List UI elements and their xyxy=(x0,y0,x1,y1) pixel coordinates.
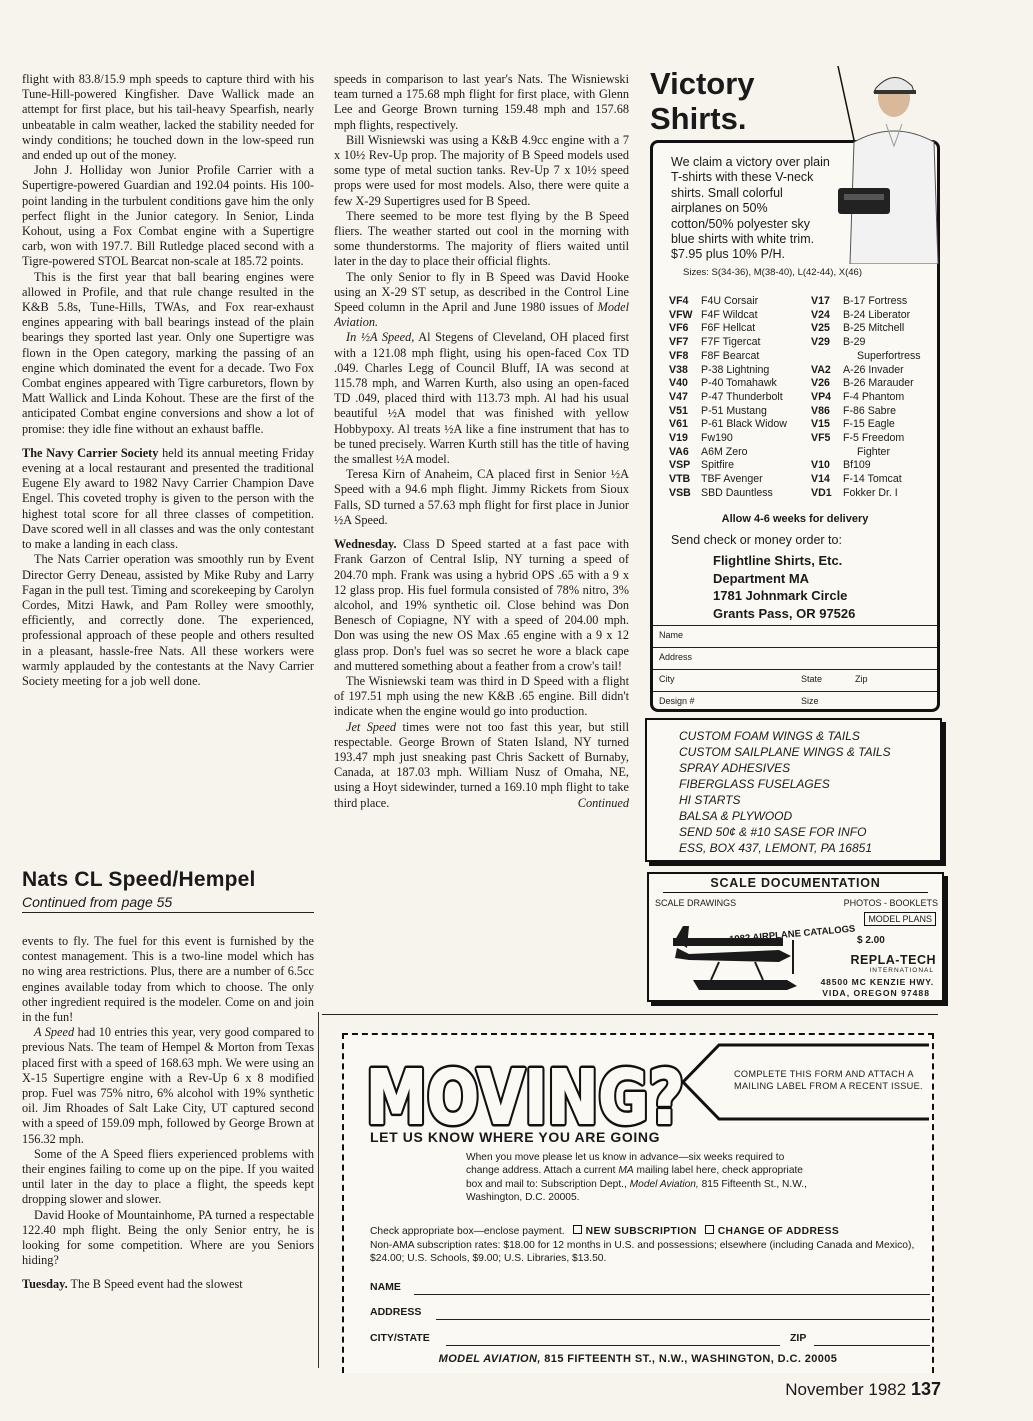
plane-code: VA2 xyxy=(811,363,831,376)
form-label: Design # xyxy=(659,696,695,706)
ad-line: SEND 50¢ & #10 SASE FOR INFO xyxy=(679,825,867,839)
desc-text: When you move please let us know in advance—six weeks required to change address. Attach a current xyxy=(466,1152,785,1177)
plane-code: VF5 xyxy=(811,432,831,445)
ad-line: CUSTOM FOAM WINGS & TAILS xyxy=(679,729,860,743)
address-line: Flightline Shirts, Etc. xyxy=(713,553,843,568)
plane-name: F8F Bearcat xyxy=(701,349,760,362)
paragraph: There seemed to be more test flying by the B Speed fliers. The weather started out cool in the morning with some thunderstorms. The majority of fliers waited until later in the day to place their official flights. xyxy=(334,208,629,269)
paragraph: speeds in comparison to last year's Nats. The Wisniewski team turned a 175.68 mph flight for first place, with Glenn Lee and George Brown turning 159.48 mph and 157.68 mph flights, respectively. xyxy=(334,72,629,132)
plane-code: VF4 xyxy=(669,295,689,307)
moving-headline xyxy=(364,1057,689,1133)
plane-name: Fw190 xyxy=(701,432,733,445)
ad-delivery-note: Allow 4-6 weeks for delivery xyxy=(721,513,869,525)
form-label: Name xyxy=(659,630,684,640)
desc-text: 815 Fifteenth St., N.W., Washington, D.C. 20005. xyxy=(466,1178,807,1203)
plane-code: V24 xyxy=(811,308,830,321)
plane-name: F-86 Sabre xyxy=(843,404,896,417)
plane-code: VF8 xyxy=(669,349,689,362)
ad-mailing-address xyxy=(713,552,855,622)
article-column-2 xyxy=(334,72,629,1007)
run-in-head: A Speed xyxy=(34,1025,75,1040)
form-label: State xyxy=(801,674,823,684)
form-label: City xyxy=(659,674,675,684)
plane-code: V15 xyxy=(811,418,830,431)
paragraph: This is the first year that ball bearing engines were allowed in Profile, and that rule change resulted in the K&B 5.8s, Tune-Hills, TWAs, and Fox rear-exhaust engines appearing with ball bearings instead of the plain bearings they sported last year. Only one Supertigre was flown in the Open category, marking the passing of an engine which dominated the event for a decade. Two Fox Combat engines appeared with Tigre carburetors, flown by Matt Wallick and Linda Kohout. These are the first of the anticipated Combat engine conversions and show a lot of promise: they idle fine without an exhaust baffle. xyxy=(22,269,314,436)
plane-name: Bf109 xyxy=(843,459,871,472)
plane-code: VF6 xyxy=(669,322,689,335)
page-footer xyxy=(785,1379,941,1400)
foam-wings-ad xyxy=(645,718,942,862)
paragraph xyxy=(334,537,629,674)
paragraph xyxy=(334,330,629,467)
plane-list-item xyxy=(669,309,809,323)
form-row-city[interactable] xyxy=(653,669,937,691)
plane-name: P-38 Lightning xyxy=(701,363,770,376)
plane-list-item xyxy=(811,418,951,432)
ad-line: BALSA & PLYWOOD xyxy=(679,809,793,823)
field-label: ZIP xyxy=(790,1332,807,1344)
form-label: Zip xyxy=(855,674,868,684)
plane-list-item xyxy=(669,377,809,391)
address-field[interactable] xyxy=(370,1306,930,1320)
plane-name: P-47 Thunderbolt xyxy=(701,390,783,403)
run-in-head: In ½A Speed, xyxy=(346,330,415,345)
plane-list-item xyxy=(811,336,951,350)
paragraph-text: Class D Speed started at a fast pace with Frank Garzon of Central Islip, NY turning a speed of 204.70 mph. Frank was using a hybrid OPS .65 with a 9 x 12 glass prop. His fuel formula consisted of 78% nitro, 3% alcohol, and 19% synthetic oil. Close behind was Don Benesch of Copiagne, NY with a speed of 204.00 mph. Don was using the new OS Max .65 engine with a 9 x 12 glass prop. Don's fuel was so secret he wore a black cape and muttered something about a feather from a crow's tail! xyxy=(334,537,629,673)
order-form xyxy=(653,625,937,713)
ad-line: CUSTOM SAILPLANE WINGS & TAILS xyxy=(679,745,891,759)
plane-list-item xyxy=(811,432,951,446)
plane-name: P-40 Tomahawk xyxy=(701,377,777,390)
plane-name: F-5 Freedom xyxy=(843,432,905,445)
plane-list-item xyxy=(811,295,951,309)
ad-item: SCALE DRAWINGS xyxy=(655,898,737,908)
run-in-head: The Navy Carrier Society xyxy=(22,445,159,460)
plane-name: TBF Avenger xyxy=(701,473,763,486)
ad-title xyxy=(650,66,800,136)
desc-text: mailing label here, check appropriate box and mail to: Subscription Dept., xyxy=(466,1165,803,1190)
plane-name: Fokker Dr. I xyxy=(843,486,898,499)
coupon-frame xyxy=(342,1033,934,1373)
paragraph: The Nats Carrier operation was smoothly run by Event Director Gerry Deneau, assisted by Mike Ruby and Larry Fagan in the pull test. Timing and scorekeeping by Carolyn Cordes, Mitzi Hawk, and Pam Rolley were smoothly, efficiently, and correctly done. The experienced, professional approach of these people and others resulted in a pleasant, hassle-free Nats. All these workers were warmly applauded by the contestants at the Navy Carrier Society meeting for a job well done. xyxy=(22,552,314,688)
address-line: 48500 MC KENZIE HWY. xyxy=(820,977,934,987)
ad-blurb: We claim a victory over plain T-shirts with these V-neck shirts. Small colorful airplanes on 50% cotton/50% polyester sky blue shirts with white trim. $7.95 plus 10% P/H. xyxy=(671,155,830,262)
ad-send-note: Send check or money order to: xyxy=(671,533,842,547)
moving-description xyxy=(466,1151,814,1204)
name-field[interactable] xyxy=(370,1281,930,1295)
plane-list-item xyxy=(811,377,951,391)
form-row-design[interactable] xyxy=(653,691,937,713)
plane-list-item xyxy=(669,446,809,460)
ad-sizes: Sizes: S(34-36), M(38-40), L(42-44), X(46) xyxy=(683,267,862,278)
plane-name: B-24 Liberator xyxy=(843,308,911,321)
magazine-name: Model Aviation. xyxy=(334,300,629,330)
ad-item: PHOTOS - BOOKLETS xyxy=(843,898,938,908)
footer-em: MODEL AVIATION, xyxy=(438,1353,541,1365)
plane-name: F6F Hellcat xyxy=(701,322,756,335)
address-line: VIDA, OREGON 97488 xyxy=(822,988,930,998)
run-in-head: Jet Speed xyxy=(346,719,397,734)
ad-item: MODEL PLANS xyxy=(864,912,936,926)
mailing-footer xyxy=(344,1353,932,1365)
plane-code: VD1 xyxy=(811,486,832,499)
checkbox-label: NEW SUBSCRIPTION xyxy=(585,1226,697,1237)
paragraph: David Hooke of Mountainhome, PA turned a respectable 122.40 mph flight. Being the only Senior entry, he is looking for some competition. Where are you Seniors hiding? xyxy=(22,1207,314,1268)
paragraph xyxy=(22,1025,314,1147)
continued-label: Continued xyxy=(577,795,629,810)
plane-code: V29 xyxy=(811,336,830,349)
column-divider xyxy=(318,1012,319,1368)
plane-name: F-4 Phantom xyxy=(843,390,905,403)
plane-list-item xyxy=(669,405,809,419)
run-in-head: Wednesday. xyxy=(334,537,397,552)
pilot-photo xyxy=(830,64,942,264)
victory-shirts-ad xyxy=(642,64,942,714)
desc-em: MA xyxy=(618,1165,634,1177)
plane-list-item xyxy=(811,364,951,378)
title-rule xyxy=(663,892,928,893)
paragraph-text: Al Stegens of Cleveland, OH placed first with a 121.08 mph flight, using his open-faced Cox TD .049. Charles Legg of Council Bluff, IA was second at 115.78 mph, and Warren Kurth, also using an open-faced TD .049, placed third with 113.73 mph. Al had his usual beautiful ½A model that was finished with yellow Hobbypoxy. Al treats ½A like a fine instrument that has to be tuned precisely. Warren Kurth still has the title of having the smallest ½A model. xyxy=(334,330,629,467)
section-title: Nats CL Speed/Hempel xyxy=(22,868,256,891)
paragraph xyxy=(22,446,314,552)
plane-name: B-25 Mitchell xyxy=(843,322,905,335)
scale-documentation-ad xyxy=(647,872,944,1002)
ad-lines xyxy=(679,728,891,856)
plane-list-item xyxy=(811,405,951,419)
plane-list-item xyxy=(811,487,951,501)
field-label: NAME xyxy=(370,1281,401,1293)
plane-list-item xyxy=(811,473,951,487)
field-label: CITY/STATE xyxy=(370,1332,430,1344)
plane-code: V40 xyxy=(669,377,688,390)
plane-list-right xyxy=(811,295,951,501)
address-line: 1781 Johnmark Circle xyxy=(713,588,848,604)
plane-code: V14 xyxy=(811,473,830,486)
plane-list-item xyxy=(811,309,951,323)
plane-code: VF7 xyxy=(669,336,689,349)
plane-code: V47 xyxy=(669,390,688,403)
plane-name: Fighter xyxy=(857,445,890,458)
plane-code: VA6 xyxy=(669,445,689,458)
issue-date: November 1982 xyxy=(785,1380,907,1399)
page-number: 137 xyxy=(910,1379,941,1399)
plane-list-item xyxy=(669,418,809,432)
plane-list-item xyxy=(811,322,951,336)
paragraph xyxy=(334,720,629,811)
ad-line: FIBERGLASS FUSELAGES xyxy=(679,777,830,791)
new-subscription-checkbox[interactable] xyxy=(573,1225,582,1234)
run-in-head: Tuesday. xyxy=(22,1277,68,1292)
address-line: Department MA xyxy=(713,570,810,586)
desc-em: Model Aviation, xyxy=(629,1178,699,1190)
check-instruction: Check appropriate box—enclose payment. xyxy=(370,1226,565,1237)
plane-list-item xyxy=(669,336,809,350)
change-address-checkbox[interactable] xyxy=(705,1225,714,1234)
paragraph-text: The only Senior to fly in B Speed was David Hooke using an X-29 ST setup, as described in the Control Line Speed column in the April and June 1980 issues of xyxy=(334,269,629,315)
plane-code: VSB xyxy=(669,486,691,499)
plane-code: V51 xyxy=(669,404,688,417)
ad-line: SPRAY ADHESIVES xyxy=(679,761,791,775)
paragraph: Bill Wisniewski was using a K&B 4.9cc engine with a 7 x 10½ Rev-Up prop. The majority of B Speed models used some type of metal suction tanks. Rev-Up 7 x 10½ speed props were used for most models. Also, there were quite a few X-29 Supertigres used for B Speed. xyxy=(334,132,629,208)
address-line: Grants Pass, OR 97526 xyxy=(713,605,856,621)
form-label: Address xyxy=(659,652,693,662)
plane-list-item xyxy=(669,350,809,364)
checkbox-label: CHANGE OF ADDRESS xyxy=(717,1226,840,1237)
plane-name: SBD Dauntless xyxy=(701,486,773,499)
footer-text: 815 FIFTEENTH ST., N.W., WASHINGTON, D.C. 20005 xyxy=(544,1353,838,1365)
plane-list-item xyxy=(669,432,809,446)
plane-name: P-51 Mustang xyxy=(701,404,767,417)
plane-code: V38 xyxy=(669,363,688,376)
ad-price: $ 2.00 xyxy=(857,935,885,946)
plane-name: A-26 Invader xyxy=(843,363,904,376)
plane-code: V25 xyxy=(811,322,830,335)
plane-name: Superfortress xyxy=(857,349,921,362)
plane-code: VFW xyxy=(669,308,693,321)
paragraph-text: had 10 entries this year, very good compared to previous Nats. The team of Hempel & Morton from Texas placed first with a speed of 168.63 mph. We were using an X-15 Supertigre engine with a Rev-Up 6 x 8 modified prop. Fuel was 75% nitro, 6% alcohol with 19% synthetic oil. Jim Rhoades of Salt Lake City, UT captured second with a speed of 159.09 mph, followed by George Brown at 156.32 mph. xyxy=(22,1025,314,1146)
paragraph-text: The B Speed event had the slowest xyxy=(70,1277,243,1292)
callout-text: COMPLETE THIS FORM AND ATTACH A MAILING LABEL FROM A RECENT ISSUE. xyxy=(734,1069,923,1091)
plane-list-item xyxy=(811,350,951,364)
ad-brand-sub: INTERNATIONAL xyxy=(869,967,934,974)
plane-list-item xyxy=(669,322,809,336)
subscription-options xyxy=(370,1225,940,1266)
plane-name: B-29 xyxy=(843,336,866,349)
plane-list-item xyxy=(811,459,951,473)
plane-name: F7F Tigercat xyxy=(701,336,761,349)
paragraph-text: times were not too fast this year, but still respectable. George Brown of Staten Island, NY turned 193.47 mph just sneaking past Chris Sackett of Burnaby, Canada, at 187.03 mph. William Nusz of Omaha, NE, using a Hoyt sidewinder, turned a 169.10 mph flight to take third place. xyxy=(334,719,629,810)
plane-code: VP4 xyxy=(811,390,832,403)
city-state-field[interactable] xyxy=(370,1332,930,1346)
plane-name: B-26 Marauder xyxy=(843,377,914,390)
paragraph: The Wisniewski team was third in D Speed with a flight of 197.51 mph using the new K&B .65 engine. Bill didn't indicate when the engine would go into production. xyxy=(334,673,629,719)
headline-outline: MOVING? xyxy=(366,1057,684,1133)
moving-subscription-ad xyxy=(322,1014,938,1371)
section-rule xyxy=(22,912,314,913)
paragraph: Some of the A Speed fliers experienced problems with their engines failing to come up on the pipe. If you waited until later in the day to place a flight, the speeds kept dropping slower and slower. xyxy=(22,1146,314,1207)
paragraph: Teresa Kirn of Anaheim, CA placed first in Senior ½A Speed with a 94.6 mph flight. Jimmy Rickets from Sioux Falls, SD turned a 57.63 mph flight for first place in Junior ½A Speed. xyxy=(334,467,629,527)
form-row-name[interactable] xyxy=(653,625,937,647)
plane-code: V86 xyxy=(811,404,830,417)
form-label: Size xyxy=(801,696,819,706)
plane-name: F4U Corsair xyxy=(701,295,759,307)
plane-code: VTB xyxy=(669,473,691,486)
plane-name: F-14 Tomcat xyxy=(843,473,902,486)
plane-list-item xyxy=(669,487,809,501)
plane-code: VSP xyxy=(669,459,691,472)
plane-list-left xyxy=(669,295,809,501)
paragraph-text: held its annual meeting Friday evening at a local restaurant and presented the traditional Eugene Ely award to 1982 Navy Carrier Champion Dave Engel. This coveted trophy is given to the person with the highest total score for all three classes of competition. Dave scored well in all classes and was the only contestant to make a landing in each class. xyxy=(22,445,314,552)
plane-list-item xyxy=(669,364,809,378)
ad-title-line: Victory xyxy=(650,66,755,101)
ad-title-line: Shirts. xyxy=(650,101,747,136)
ad-line: HI STARTS xyxy=(679,793,741,807)
plane-code: V19 xyxy=(669,432,688,445)
plane-code: V17 xyxy=(811,295,830,307)
moving-subheadline: LET US KNOW WHERE YOU ARE GOING xyxy=(370,1129,661,1145)
headline-text: MOVING? xyxy=(366,1057,684,1133)
paragraph: John J. Holliday won Junior Profile Carrier with a Supertigre-powered Guardian and 192.04 points. His 100-point landing in the turbulent conditions gave him the only perfect flight in the Junior category. In Senior, Linda Kohout, using a Fox Combat engine with a Supertigre carb, won with 197.7. Bill Rutledge placed second with a Tigre-powered STOL Bearcat non-scale at 185.72 points. xyxy=(22,163,314,269)
article-column-1 xyxy=(22,72,314,860)
plane-name: A6M Zero xyxy=(701,445,748,458)
plane-name: Spitfire xyxy=(701,459,734,472)
paragraph: events to fly. The fuel for this event is furnished by the contest management. This is a two-line model which has no wing area restrictions. Plus, there are a number of 6.5cc engines available today from which to choose. The only other ingredient required is the modeler. Come on and join in the fun! xyxy=(22,934,314,1025)
plane-list-item xyxy=(669,391,809,405)
form-row-address[interactable] xyxy=(653,647,937,669)
field-label: ADDRESS xyxy=(370,1306,422,1318)
plane-name: F4F Wildcat xyxy=(701,308,758,321)
plane-list-item xyxy=(669,295,809,309)
plane-list-item xyxy=(669,473,809,487)
plane-code: V10 xyxy=(811,459,830,472)
paragraph xyxy=(334,270,629,331)
paragraph xyxy=(22,1277,314,1292)
article-column-1-continued xyxy=(22,934,314,1374)
ad-line: ESS, BOX 437, LEMONT, PA 16851 xyxy=(679,841,872,855)
plane-name: B-17 Fortress xyxy=(843,295,908,307)
plane-list-item xyxy=(669,459,809,473)
plane-code: V61 xyxy=(669,418,688,431)
plane-list-item xyxy=(811,446,951,460)
plane-code: V26 xyxy=(811,377,830,390)
ad-brand: REPLA-TECH xyxy=(850,953,936,967)
section-subtitle: Continued from page 55 xyxy=(22,894,173,910)
ad-title: SCALE DOCUMENTATION xyxy=(710,876,881,890)
plane-list-item xyxy=(811,391,951,405)
ad-item: 1982 AIRPLANE CATALOGS xyxy=(728,923,856,946)
plane-name: P-61 Black Widow xyxy=(701,418,787,431)
subscription-rates: Non-AMA subscription rates: $18.00 for 12 months in U.S. and possessions; elsewhere (including Canada and Mexico), $24.00; U.S. Schools, $9.00; U.S. Libraries, $13.50. xyxy=(370,1239,915,1264)
plane-name: F-15 Eagle xyxy=(843,418,895,431)
paragraph: flight with 83.8/15.9 mph speeds to capture third with his Tune-Hill-powered Kingfisher. Dave Wallick made an attempt for first place, but his tail-heavy Spearfish, nearly unbeatable in calm weather, lacked the stability needed for windy conditions; he touched down in the low-speed run and ended up out of the money. xyxy=(22,72,314,163)
